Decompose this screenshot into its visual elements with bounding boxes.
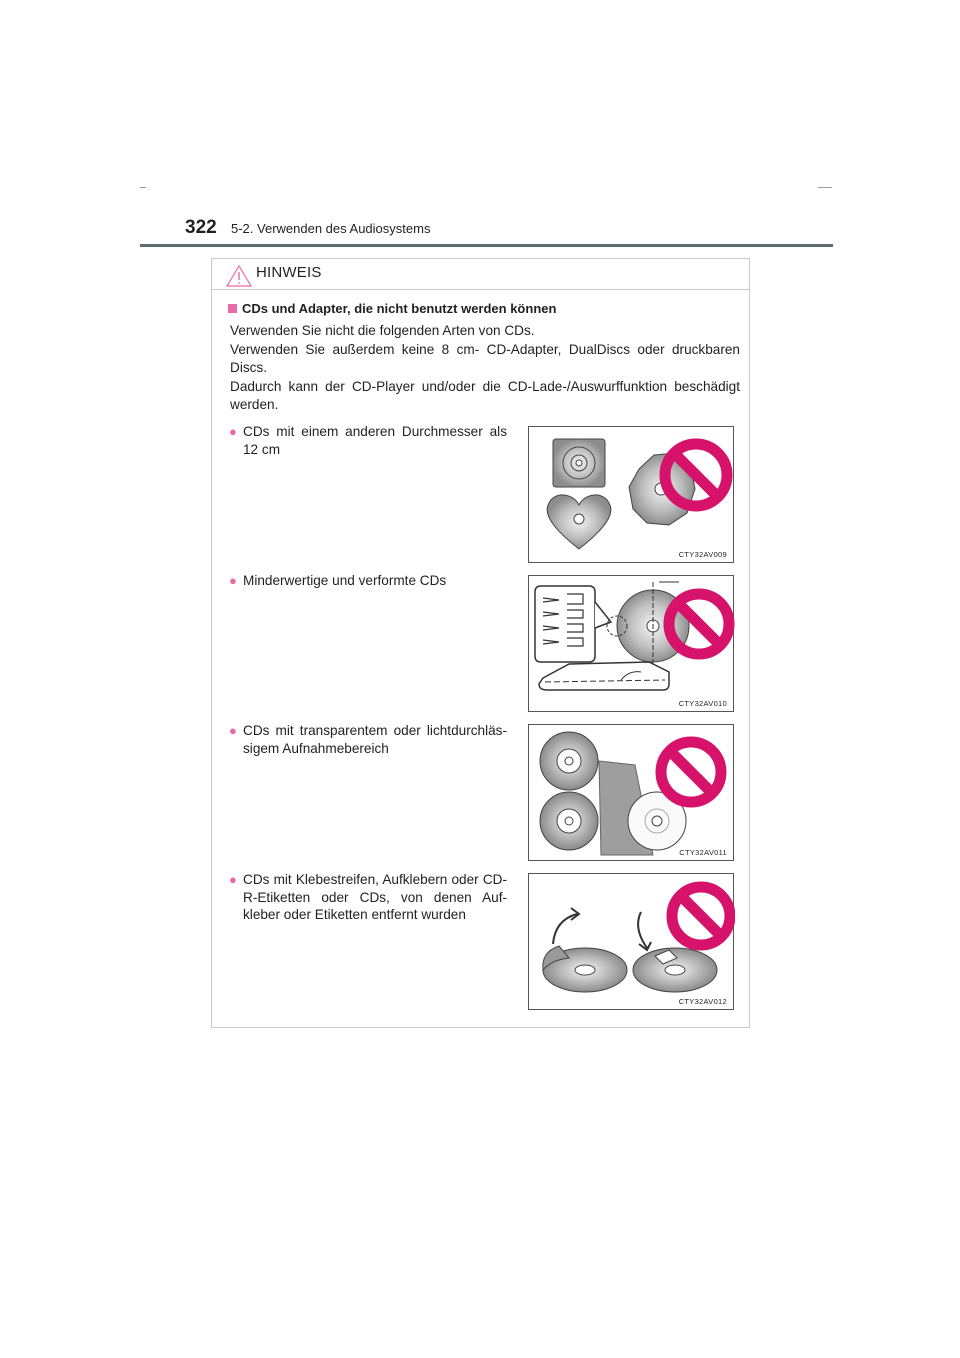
notice-title: HINWEIS — [256, 264, 322, 281]
list-item-text: Minderwertige und verformte CDs — [243, 573, 447, 588]
page-number: 322 — [185, 217, 217, 238]
figure-odd-size-cds — [528, 426, 734, 563]
figure-code: CTY32AV009 — [678, 550, 727, 559]
notice-intro — [230, 322, 740, 415]
list-item — [229, 871, 507, 924]
list-item-text: CDs mit Klebestreifen, Aufklebern oder CD-R-Etiketten oder CDs, von denen Auf-kleber oder Etiketten entfernt wurden — [243, 872, 507, 922]
figure-code: CTY32AV012 — [678, 997, 727, 1006]
figure-code: CTY32AV011 — [679, 848, 727, 857]
figure-illustration — [529, 725, 735, 862]
list-item — [229, 423, 507, 458]
figure-illustration — [529, 427, 735, 564]
crop-mark-right — [818, 187, 832, 188]
list-item-text: CDs mit einem anderen Durchmesser als 12 cm — [243, 424, 507, 457]
bullet-circle-icon: ● — [229, 872, 237, 887]
prohibited-sign-icon — [672, 887, 730, 945]
list-item — [229, 572, 507, 590]
intro-paragraph: Dadurch kann der CD-Player und/oder die CD-Lade-/Auswurffunktion beschädigt werden. — [230, 378, 740, 413]
square-marker-icon — [228, 304, 237, 313]
bullet-circle-icon: ● — [229, 723, 237, 738]
figure-illustration — [529, 576, 735, 713]
figure-code: CTY32AV010 — [678, 699, 727, 708]
prohibited-sign-icon — [661, 742, 721, 802]
warning-triangle-icon — [226, 265, 252, 287]
notice-header — [212, 259, 749, 290]
section-title: 5-2. Verwenden des Audiosystems — [231, 221, 431, 236]
bullet-circle-icon: ● — [229, 573, 237, 588]
figure-labeled-cds — [528, 873, 734, 1010]
list-item-text: CDs mit transparentem oder lichtdurchläs-sigem Aufnahmebereich — [243, 723, 507, 756]
notice-subheading — [228, 301, 556, 316]
list-item — [229, 722, 507, 757]
intro-paragraph: Verwenden Sie nicht die folgenden Arten von CDs. — [230, 323, 535, 338]
figure-warped-cds — [528, 575, 734, 712]
bullet-circle-icon: ● — [229, 424, 237, 439]
crop-mark-left — [140, 187, 146, 188]
figure-transparent-cds — [528, 724, 734, 861]
figure-illustration — [529, 874, 735, 1011]
intro-paragraph: Verwenden Sie außerdem keine 8 cm- CD-Adapter, DualDiscs oder druckbaren Discs. — [230, 341, 740, 376]
subheading-text: CDs und Adapter, die nicht benutzt werden können — [242, 301, 557, 316]
notice-box — [211, 258, 750, 1028]
header-rule — [140, 244, 833, 247]
